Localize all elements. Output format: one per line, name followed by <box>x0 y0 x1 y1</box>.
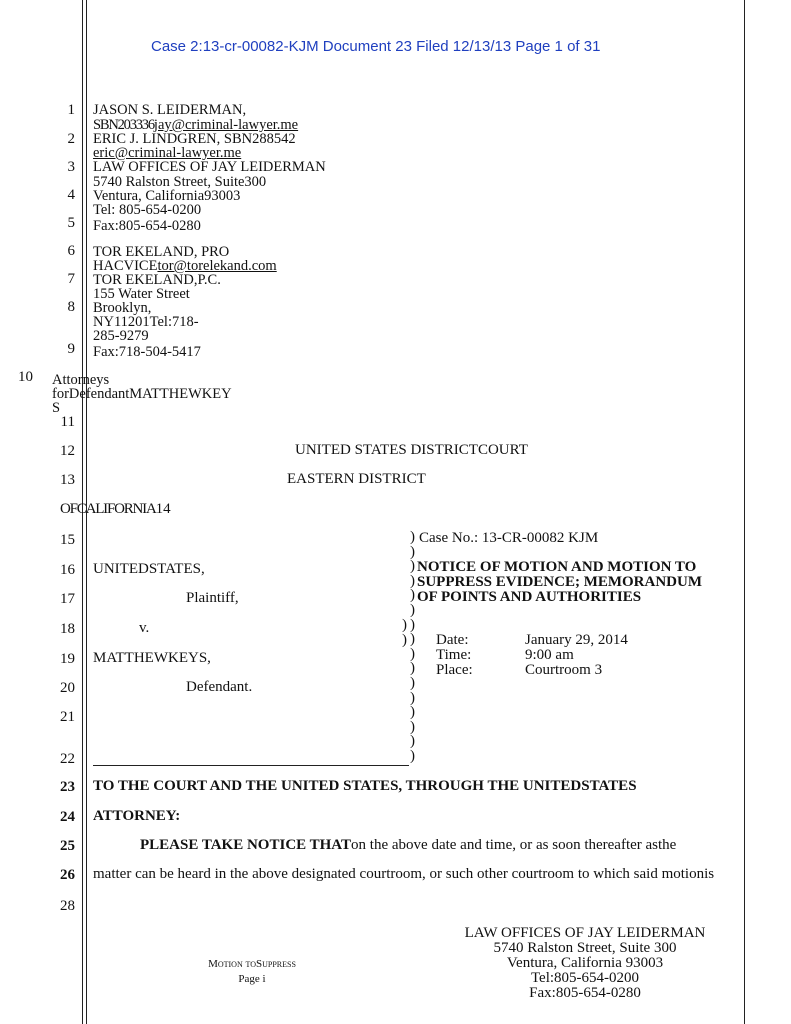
firm-city: Ventura, California93003 <box>93 188 241 204</box>
hearing-date-value: January 29, 2014 <box>525 632 628 648</box>
court-district: EASTERN DISTRICT <box>287 471 426 487</box>
line-number: 9 <box>67 341 75 357</box>
body-line-24: ATTORNEY: <box>93 808 181 824</box>
line-number: 23 <box>60 779 75 795</box>
plaintiff-name: UNITEDSTATES, <box>93 561 205 577</box>
case-header: Case 2:13-cr-00082-KJM Document 23 Filed 12/13/13 Page 1 of 31 <box>151 38 601 55</box>
line-number: 26 <box>60 867 75 883</box>
versus: v. <box>139 620 150 636</box>
motion-title-line2: SUPPRESS EVIDENCE; MEMORANDUM <box>417 574 703 590</box>
footer-tel: Tel:805-654-0200 <box>530 970 640 986</box>
counsel-name-3: TOR EKELAND, PRO <box>93 244 230 260</box>
attorneys-for-line2: forDefendantMATTHEWKEY <box>52 386 232 402</box>
firm2-street: 155 Water Street <box>93 286 190 302</box>
motion-title-line3: OF POINTS AND AUTHORITIES <box>417 589 642 605</box>
body-line-23: TO THE COURT AND THE UNITED STATES, THROUGH THE UNITEDSTATES <box>93 778 637 794</box>
firm2-tel: 285-9279 <box>93 328 149 344</box>
counsel-hac <box>93 259 277 273</box>
line-number: 28 <box>60 898 75 914</box>
notice-text: on the above date and time, or as soon thereafter asthe <box>351 837 677 853</box>
firm-street: 5740 Ralston Street, Suite300 <box>93 174 267 190</box>
body-line-26: matter can be heard in the above designated courtroom, or such other courtroom to which said motionis <box>93 866 715 882</box>
plaintiff-role: Plaintiff, <box>186 590 239 606</box>
line-number: 20 <box>60 680 75 696</box>
line-number: 25 <box>60 838 75 854</box>
line-number: 13 <box>60 472 75 488</box>
counsel-name-2: ERIC J. LINDGREN, SBN288542 <box>93 131 296 147</box>
line-number: 24 <box>60 809 75 825</box>
line-number: 8 <box>67 299 75 315</box>
defendant-role: Defendant. <box>186 679 253 695</box>
line-number: 12 <box>60 443 75 459</box>
hearing-time-label: Time: <box>436 647 472 663</box>
hearing-date-label: Date: <box>436 632 469 648</box>
line-number: 6 <box>67 243 75 259</box>
counsel-name-1: JASON S. LEIDERMAN, <box>93 102 247 118</box>
motion-title-line1: NOTICE OF MOTION AND MOTION TO <box>417 559 697 575</box>
court-name: UNITED STATES DISTRICTCOURT <box>295 442 528 458</box>
email-link[interactable]: eric@criminal-lawyer.me <box>93 145 242 161</box>
line-number: 4 <box>67 187 75 203</box>
footer-page-number: Page i <box>238 973 266 985</box>
line-number: 5 <box>67 215 75 231</box>
attorneys-for-line1: Attorneys <box>52 372 110 388</box>
email-link[interactable]: tor@torelekand.com <box>157 258 277 274</box>
footer-street: 5740 Ralston Street, Suite 300 <box>493 940 677 956</box>
firm-fax: Fax:805-654-0280 <box>93 218 201 234</box>
counsel-sbn-1 <box>93 118 298 132</box>
line-number: 21 <box>60 709 75 725</box>
line-number: 3 <box>67 159 75 175</box>
defendant-name: MATTHEWKEYS, <box>93 650 211 666</box>
line-number: 1 <box>67 102 75 118</box>
hearing-place-value: Courtroom 3 <box>525 662 603 678</box>
line-number: 10 <box>18 369 33 385</box>
line-number: 15 <box>60 532 75 548</box>
firm2-fax: Fax:718-504-5417 <box>93 344 201 360</box>
footer-doc-title: Motion toSuppress <box>208 958 296 970</box>
hearing-time-value: 9:00 am <box>525 647 574 663</box>
line-number: 11 <box>60 414 75 430</box>
footer-firm: LAW OFFICES OF JAY LEIDERMAN <box>464 925 706 941</box>
line-number: 18 <box>60 621 75 637</box>
court-state-name: OFCALIFORNIA <box>60 501 156 517</box>
line-number: 2 <box>67 131 75 147</box>
footer-fax: Fax:805-654-0280 <box>529 985 641 1001</box>
caption-underline <box>93 765 409 766</box>
hac-label: HACVICE <box>93 258 158 274</box>
firm2-name: TOR EKELAND,P.C. <box>93 272 221 288</box>
email-link[interactable]: jay@criminal-lawyer.me <box>153 117 299 133</box>
firm2-state-zip-tel: NY11201Tel:718- <box>93 314 199 330</box>
caption-parens: ) ) ) ) ) ) ) ) ) ) ) ) ) ) ) ) <box>410 529 415 764</box>
line-number: 19 <box>60 651 75 667</box>
case-number: Case No.: 13-CR-00082 KJM <box>419 530 599 546</box>
sbn-number: SBN203336 <box>93 117 154 133</box>
firm-name: LAW OFFICES OF JAY LEIDERMAN <box>93 159 326 175</box>
firm-tel: Tel: 805-654-0200 <box>93 202 202 218</box>
firm2-city: Brooklyn, <box>93 300 152 316</box>
line-number: 22 <box>60 751 75 767</box>
line-number: 17 <box>60 591 75 607</box>
footer-city: Ventura, California 93003 <box>506 955 664 971</box>
court-state <box>60 501 171 518</box>
caption-parens: ) ) <box>402 617 407 648</box>
hearing-place-label: Place: <box>436 662 473 678</box>
line-number: 7 <box>67 271 75 287</box>
line-number: 16 <box>60 562 75 578</box>
notice-lead: PLEASE TAKE NOTICE THAT <box>140 837 352 853</box>
line-number: 14 <box>155 501 171 517</box>
body-line-25 <box>140 837 676 854</box>
margin-rule-right <box>744 0 745 1024</box>
attorneys-for-line3: S <box>52 400 61 416</box>
